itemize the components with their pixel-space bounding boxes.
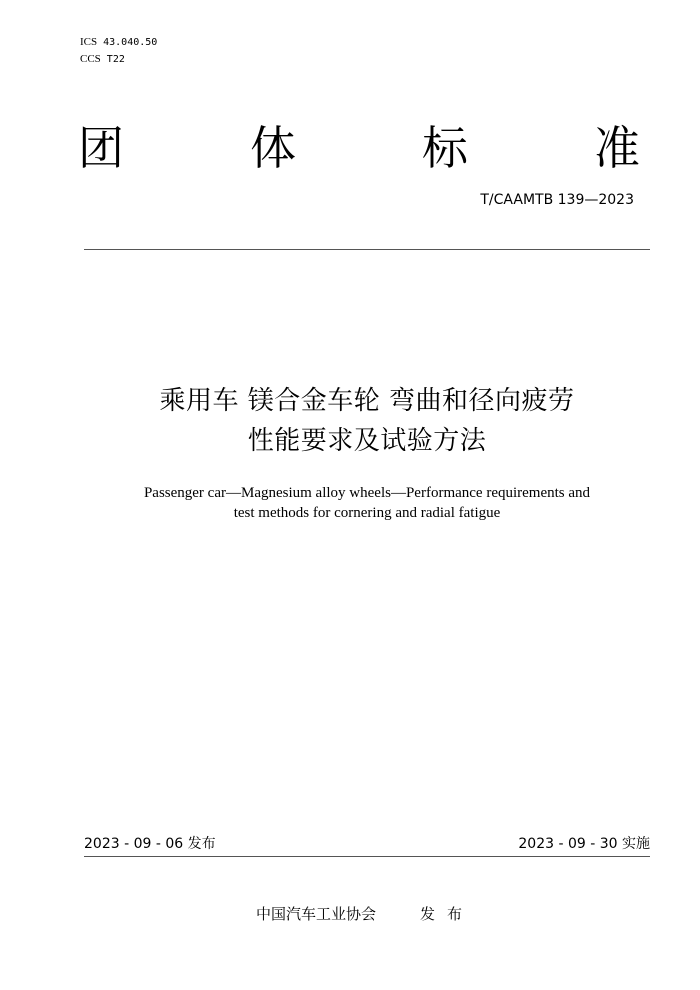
ics-label: ICS [80,36,98,48]
ics-classification [80,36,157,49]
footer-divider [84,856,650,857]
ccs-code: T22 [106,54,125,65]
standard-type-char-1: 团 [78,121,124,175]
standard-number: T/CAAMTB 139—2023 [480,192,634,208]
standard-type-char-2: 体 [250,121,296,175]
english-title-line-2: test methods for cornering and radial fatigue [233,505,501,521]
publisher-name: 中国汽车工业协会 [256,905,377,923]
chinese-title-line-1: 乘用车 镁合金车轮 弯曲和径向疲劳 [159,386,575,416]
chinese-title-line-2: 性能要求及试验方法 [247,426,487,456]
english-title-line-1: Passenger car—Magnesium alloy wheels—Performance requirements and [143,485,591,501]
issue-date: 2023 - 09 - 06 发布 [84,836,216,852]
header-divider [84,249,650,250]
standard-type-char-3: 标 [422,121,468,175]
publish-label: 发布 [420,905,475,923]
implementation-date: 2023 - 09 - 30 实施 [518,836,650,852]
standard-type-char-4: 准 [594,121,640,175]
ics-code: 43.040.50 [103,37,158,48]
ccs-label: CCS [80,53,101,65]
ccs-classification [80,53,125,66]
